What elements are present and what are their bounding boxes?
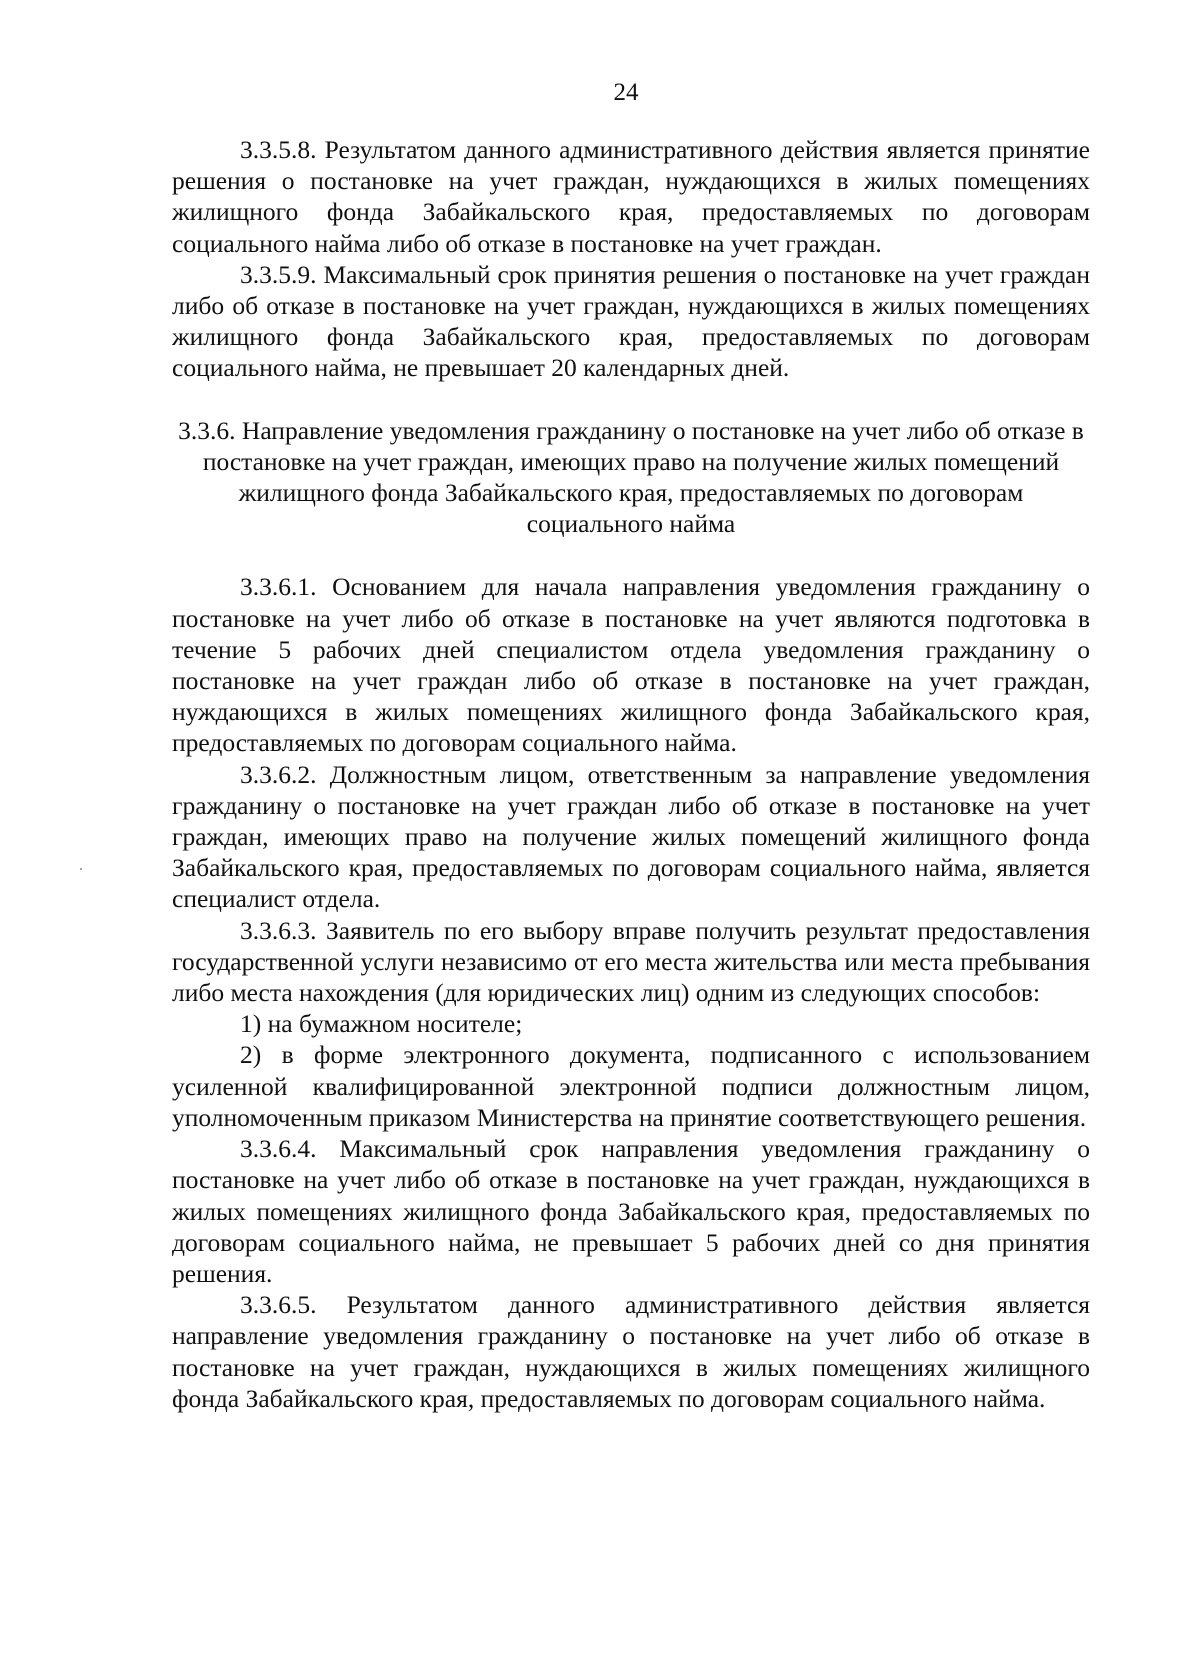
- document-body: [172, 134, 1090, 1414]
- list-item-2: 2) в форме электронного документа, подписанного с использованием усиленной квалифицированной электронной подписи должностным лицом, уполномоченным приказом Министерства на принятие соответствующего решения.: [172, 1040, 1090, 1132]
- list-item-1: 1) на бумажном носителе;: [240, 1009, 523, 1039]
- paragraph-3-3-6-2: 3.3.6.2. Должностным лицом, ответственным за направление уведомления гражданину о постановке на учет граждан либо об отказе в постановке на учет граждан, имеющих право на получение жилых помещений жилищного фонда Забайкальского края, предоставляемых по договорам социального найма, является специалист отдела.: [172, 759, 1090, 914]
- paragraph-3-3-6-3: 3.3.6.3. Заявитель по его выбору вправе получить результат предоставления государственной услуги независимо от его места жительства или места пребывания либо места нахождения (для юридических лиц) одним из следующих способов:: [172, 915, 1090, 1008]
- section-heading-3-3-6: 3.3.6. Направление уведомления гражданину о постановке на учет либо об отказе в постановке на учет граждан, имеющих право на получение жилых помещений жилищного фонда Забайкальского края, предоставляемых по договорам социального найма: [178, 415, 1084, 539]
- paragraph-3-3-6-5: 3.3.6.5. Результатом данного административного действия является направление уведомления гражданину о постановке на учет либо об отказе в постановке на учет граждан, нуждающихся в жилых помещениях жилищного фонда Забайкальского края, предоставляемых по договорам социального найма.: [172, 1290, 1090, 1413]
- scan-speck: [80, 868, 82, 870]
- paragraph-3-3-5-9: 3.3.5.9. Максимальный срок принятия решения о постановке на учет граждан либо об отказе в постановке на учет граждан, нуждающихся в жилых помещениях жилищного фонда Забайкальского края, предоставляемых по договорам социального найма, не превышает 20 календарных дней.: [172, 259, 1090, 383]
- paragraph-3-3-6-4: 3.3.6.4. Максимальный срок направления уведомления гражданину о постановке на учет либо об отказе в постановке на учет граждан, нуждающихся в жилых помещениях жилищного фонда Забайкальского края, предоставляемых по договорам социального найма, не превышает 5 рабочих дней со дня принятия решения.: [172, 1134, 1090, 1288]
- paragraph-3-3-5-8: 3.3.5.8. Результатом данного административного действия является принятие решения о постановке на учет граждан, нуждающихся в жилых помещениях жилищного фонда Забайкальского края, предоставляемых по договорам социального найма либо об отказе в постановке на учет граждан.: [172, 135, 1090, 258]
- paragraph-3-3-6-1: 3.3.6.1. Основанием для начала направления уведомления гражданину о постановке на учет либо об отказе в постановке на учет являются подготовка в течение 5 рабочих дней специалистом отдела уведомления гражданину о постановке на учет граждан либо об отказе в постановке на учет граждан, нуждающихся в жилых помещениях жилищного фонда Забайкальского края, предоставляемых по договорам социального найма.: [172, 572, 1090, 758]
- page-number: 24: [613, 79, 639, 106]
